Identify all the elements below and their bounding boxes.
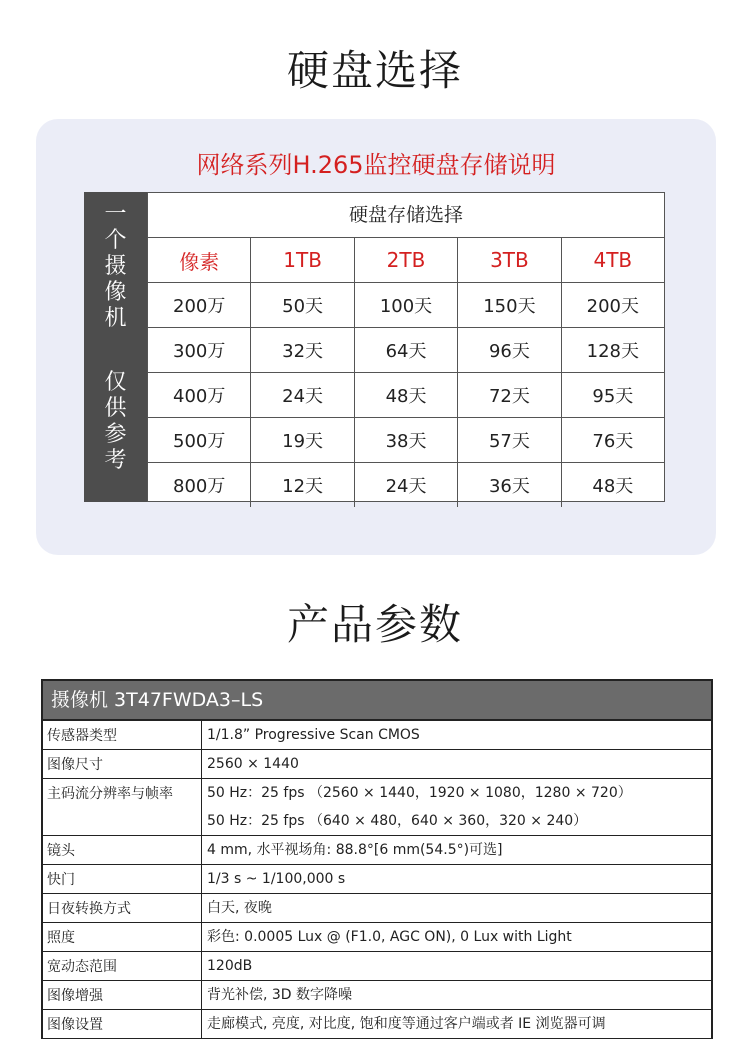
storage-column-header-row <box>148 238 664 283</box>
side-label-reference-only <box>84 370 147 474</box>
param-values <box>202 923 711 951</box>
storage-cell: 800万 <box>148 463 251 507</box>
storage-cell: 24天 <box>251 373 354 417</box>
storage-cell: 128天 <box>586 341 639 362</box>
param-value: 1/1.8” Progressive Scan CMOS <box>207 727 420 743</box>
side-top-char: 一 <box>104 202 127 227</box>
storage-column-header: 3TB <box>458 238 561 282</box>
param-values <box>202 721 711 749</box>
storage-cell: 95天 <box>592 386 634 407</box>
storage-column-header: 4TB <box>593 248 633 272</box>
param-row <box>43 952 711 981</box>
side-top-char: 像 <box>104 280 127 305</box>
param-values <box>202 865 711 893</box>
storage-cell: 72天 <box>458 373 561 417</box>
storage-cell: 19天 <box>251 418 354 462</box>
param-row <box>43 721 711 750</box>
storage-cell: 12天 <box>251 463 354 507</box>
param-row <box>43 836 711 865</box>
param-values <box>202 779 711 835</box>
storage-column-header: 2TB <box>355 238 458 282</box>
storage-cell: 76天 <box>592 431 634 452</box>
param-values <box>202 894 711 922</box>
params-table <box>41 679 713 1039</box>
param-value: 白天, 夜晚 <box>207 900 272 916</box>
storage-cell: 38天 <box>355 418 458 462</box>
storage-cell: 24天 <box>355 463 458 507</box>
storage-cell: 64天 <box>355 328 458 372</box>
param-row <box>43 1010 711 1039</box>
param-value: 50 Hz：25 fps （2560 × 1440，1920 × 1080，1280 × 720） <box>207 785 632 801</box>
param-name: 主码流分辨率与帧率 <box>43 779 202 835</box>
storage-cell: 200万 <box>148 283 251 327</box>
params-title: 摄像机 3T47FWDA3–LS <box>43 681 711 721</box>
section-heading-product-params: 产品参数 <box>286 600 463 649</box>
storage-row <box>148 328 664 373</box>
side-bottom-char: 参 <box>104 422 127 447</box>
storage-cell: 300万 <box>148 328 251 372</box>
storage-grid-header: 硬盘存储选择 <box>148 193 664 238</box>
param-values <box>202 981 711 1009</box>
storage-grid <box>147 192 665 502</box>
storage-column-header: 1TB <box>251 238 354 282</box>
storage-cell: 48天 <box>355 373 458 417</box>
storage-column-header: 像素 <box>148 238 251 282</box>
side-top-char: 个 <box>104 228 127 253</box>
param-value: 50 Hz：25 fps （640 × 480，640 × 360，320 × 240） <box>207 813 588 829</box>
param-value: 彩色: 0.0005 Lux @ (F1.0, AGC ON), 0 Lux with Light <box>207 929 572 945</box>
param-values <box>202 836 711 864</box>
storage-cell: 96天 <box>458 328 561 372</box>
storage-cell: 400万 <box>148 373 251 417</box>
storage-cell: 48天 <box>592 476 634 497</box>
param-value: 1/3 s ~ 1/100,000 s <box>207 871 346 887</box>
storage-cell: 50天 <box>251 283 354 327</box>
side-top-char: 摄 <box>104 254 127 279</box>
storage-card <box>36 119 716 555</box>
param-name: 传感器类型 <box>43 721 202 749</box>
param-name: 日夜转换方式 <box>43 894 202 922</box>
param-name: 图像设置 <box>43 1010 202 1038</box>
storage-cell: 57天 <box>458 418 561 462</box>
storage-cell: 32天 <box>251 328 354 372</box>
param-row <box>43 894 711 923</box>
param-name: 快门 <box>43 865 202 893</box>
storage-row <box>148 463 664 507</box>
side-top-char: 机 <box>104 306 127 331</box>
param-name: 照度 <box>43 923 202 951</box>
param-values <box>202 1010 711 1038</box>
side-bottom-char: 考 <box>104 448 127 473</box>
storage-cell: 150天 <box>458 283 561 327</box>
param-values <box>202 750 711 778</box>
param-values <box>202 952 711 980</box>
param-value: 4 mm, 水平视场角: 88.8°[6 mm(54.5°)可选] <box>207 842 503 858</box>
side-bottom-char: 供 <box>104 396 127 421</box>
param-value: 2560 × 1440 <box>207 756 299 772</box>
param-row <box>43 865 711 894</box>
storage-row <box>148 373 664 418</box>
param-name: 图像尺寸 <box>43 750 202 778</box>
param-value: 走廊模式, 亮度, 对比度, 饱和度等通过客户端或者 IE 浏览器可调 <box>207 1016 606 1032</box>
side-bottom-char: 仅 <box>104 370 127 395</box>
storage-title: 网络系列H.265监控硬盘存储说明 <box>196 151 556 179</box>
param-row <box>43 981 711 1010</box>
param-name: 图像增强 <box>43 981 202 1009</box>
storage-cell: 200天 <box>586 296 639 317</box>
side-label-column <box>84 192 147 502</box>
param-row <box>43 750 711 779</box>
storage-row <box>148 283 664 328</box>
param-name: 宽动态范围 <box>43 952 202 980</box>
storage-table <box>84 192 665 502</box>
param-name: 镜头 <box>43 836 202 864</box>
section-heading-disk-selection: 硬盘选择 <box>286 46 463 95</box>
param-value: 背光补偿, 3D 数字降噪 <box>207 987 353 1003</box>
param-value: 120dB <box>207 958 253 974</box>
side-label-per-camera <box>84 202 147 332</box>
storage-cell: 100天 <box>355 283 458 327</box>
storage-cell: 36天 <box>458 463 561 507</box>
param-row <box>43 779 711 836</box>
storage-row <box>148 418 664 463</box>
storage-cell: 500万 <box>148 418 251 462</box>
param-row <box>43 923 711 952</box>
